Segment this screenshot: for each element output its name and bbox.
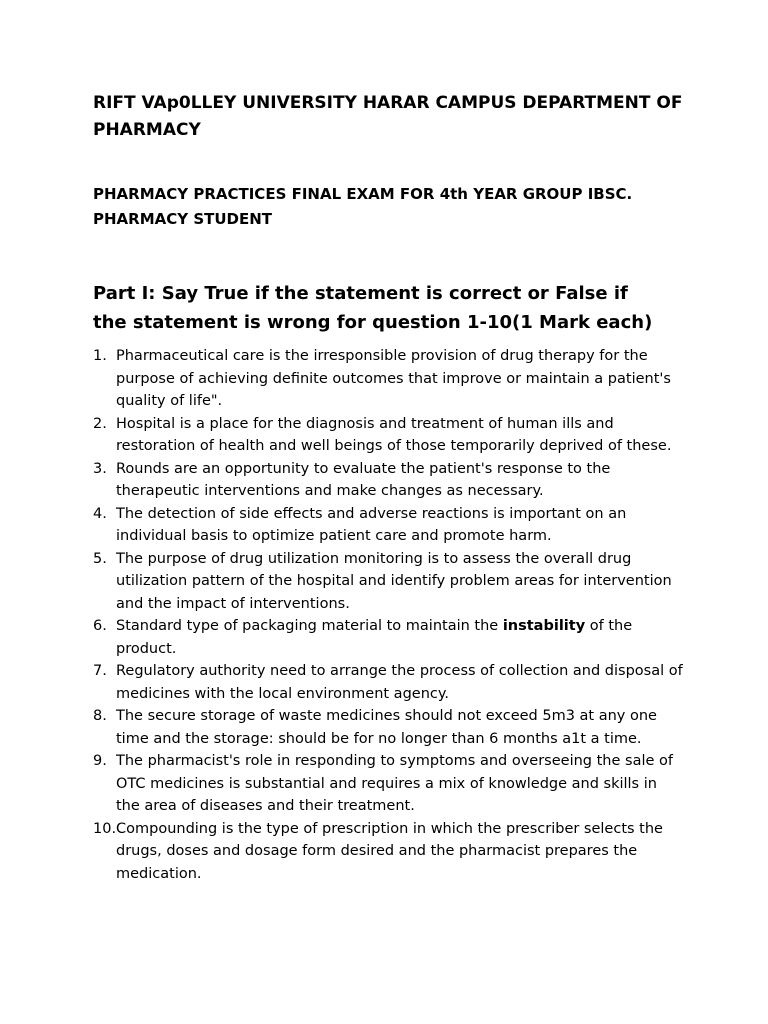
question-text: Hospital is a place for the diagnosis and treatment of human ills and restoration of health and well beings of those temporarily deprived of these. — [116, 415, 672, 454]
question-number: 3. — [93, 460, 107, 477]
university-heading: RIFT VAp0LLEY UNIVERSITY HARAR CAMPUS DEPARTMENT OF PHARMACY — [93, 93, 683, 140]
question-number: 4. — [93, 505, 107, 522]
question-text: Compounding is the type of prescription in which the prescriber selects the drugs, doses and dosage form desired and the pharmacist prepares the medication. — [116, 820, 663, 882]
question-text: Rounds are an opportunity to evaluate the patient's response to the therapeutic interventions and make changes as necessary. — [116, 460, 611, 499]
question-number: 2. — [93, 415, 107, 432]
question-text: The secure storage of waste medicines should not exceed 5m3 at any one time and the storage: should be for no longer than 6 months a1t a time. — [116, 708, 657, 747]
question-4 — [93, 503, 683, 548]
question-emphasis: instability — [502, 618, 586, 634]
question-3 — [93, 458, 683, 503]
question-number: 7. — [93, 663, 107, 679]
part1-instruction: Part I: Say True if the statement is correct or False if the statement is wrong for question 1-10(1 Mark each) — [93, 283, 653, 333]
question-8 — [93, 705, 683, 750]
question-9 — [93, 750, 683, 818]
question-text: The pharmacist's role in responding to symptoms and overseeing the sale of OTC medicines is substantial and requires a mix of knowledge and skills in the area of diseases and their treatment. — [116, 753, 673, 814]
question-text-after: of the product. — [116, 618, 633, 657]
question-number: 1. — [93, 348, 107, 364]
question-text — [116, 618, 632, 657]
question-number: 5. — [93, 550, 107, 567]
question-number: 10. — [93, 820, 117, 837]
exam-title: PHARMACY PRACTICES FINAL EXAM FOR 4th YEAR GROUP IBSC. PHARMACY STUDENT — [93, 185, 633, 228]
question-number: 8. — [93, 708, 107, 724]
question-text: The purpose of drug utilization monitoring is to assess the overall drug utilization pattern of the hospital and identify problem areas for intervention and the impact of interventions. — [116, 550, 672, 612]
question-number: 9. — [93, 753, 107, 769]
question-2 — [93, 413, 683, 458]
question-text: Regulatory authority need to arrange the process of collection and disposal of medicines with the local environment agency. — [116, 663, 683, 702]
question-5 — [93, 548, 683, 616]
question-10 — [93, 818, 683, 886]
question-number: 6. — [93, 618, 107, 634]
question-1 — [93, 345, 683, 413]
question-text: The detection of side effects and adverse reactions is important on an individual basis to optimize patient care and promote harm. — [116, 505, 627, 544]
question-6 — [93, 615, 683, 660]
question-7 — [93, 660, 683, 705]
question-text-before: Standard type of packaging material to maintain the — [116, 618, 503, 634]
question-text: Pharmaceutical care is the irresponsible provision of drug therapy for the purpose of achieving definite outcomes that improve or maintain a patient's quality of life". — [116, 348, 671, 409]
question-list — [93, 345, 683, 885]
